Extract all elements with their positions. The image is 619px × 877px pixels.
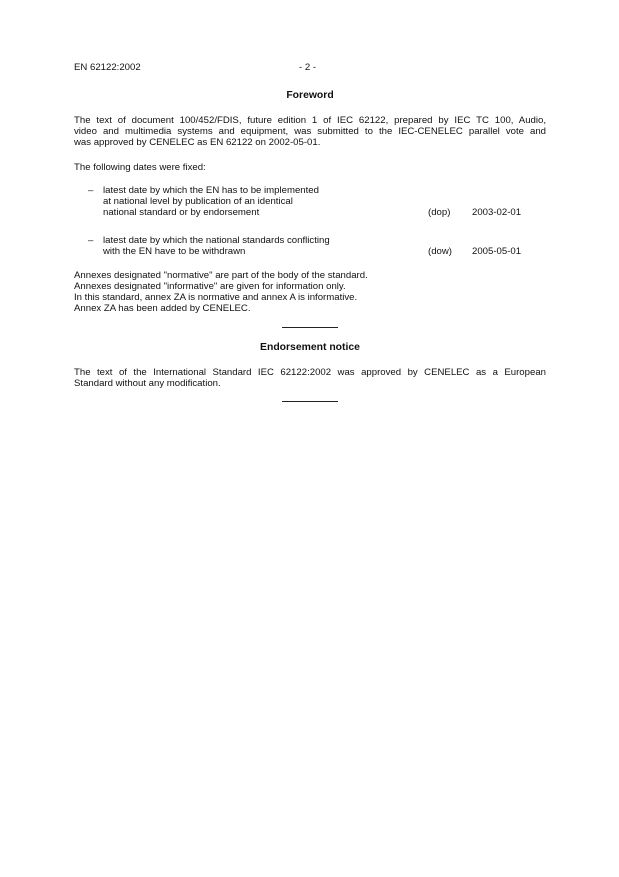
- date-description-line: latest date by which the national standards conflicting: [103, 235, 330, 246]
- section-divider: [282, 327, 338, 328]
- date-abbreviation: (dop): [428, 207, 451, 218]
- foreword-intro-line: The text of document 100/452/FDIS, future edition 1 of IEC 62122, prepared by IEC TC 100, Audio,: [74, 115, 546, 126]
- annex-notes: [74, 270, 546, 314]
- annex-note-line: In this standard, annex ZA is normative and annex A is informative.: [74, 292, 358, 303]
- annex-note-line: Annexes designated "informative" are given for information only.: [74, 281, 346, 292]
- endorsement-text-line: The text of the International Standard IEC 62122:2002 was approved by CENELEC as a European: [74, 367, 546, 378]
- foreword-intro-line: was approved by CENELEC as EN 62122 on 2002-05-01.: [74, 137, 321, 148]
- date-description-line: with the EN have to be withdrawn: [103, 246, 246, 257]
- date-description-line: latest date by which the EN has to be implemented: [103, 185, 319, 196]
- date-description: [103, 235, 403, 257]
- endorsement-text: [74, 367, 546, 389]
- page-header: [74, 62, 546, 74]
- date-description: [103, 185, 403, 218]
- date-value: 2003-02-01: [472, 207, 522, 218]
- page-number: - 2 -: [299, 62, 317, 73]
- date-value: 2005-05-01: [472, 246, 522, 257]
- annex-note-line: Annex ZA has been added by CENELEC.: [74, 303, 251, 314]
- endorsement-title: Endorsement notice: [260, 342, 360, 353]
- section-divider: [282, 401, 338, 402]
- foreword-title: Foreword: [286, 90, 334, 101]
- endorsement-text-line: Standard without any modification.: [74, 378, 221, 389]
- date-description-line: national standard or by endorsement: [103, 207, 260, 218]
- date-description-line: at national level by publication of an identical: [103, 196, 293, 207]
- list-dash: –: [88, 185, 94, 196]
- list-dash: –: [88, 235, 94, 246]
- annex-note-line: Annexes designated "normative" are part of the body of the standard.: [74, 270, 368, 281]
- foreword-intro: [74, 115, 546, 148]
- date-abbreviation: (dow): [428, 246, 452, 257]
- document-id: EN 62122:2002: [74, 62, 141, 73]
- dates-intro: The following dates were fixed:: [74, 162, 206, 173]
- foreword-intro-line: video and multimedia systems and equipment, was submitted to the IEC-CENELEC parallel vote and: [74, 126, 546, 137]
